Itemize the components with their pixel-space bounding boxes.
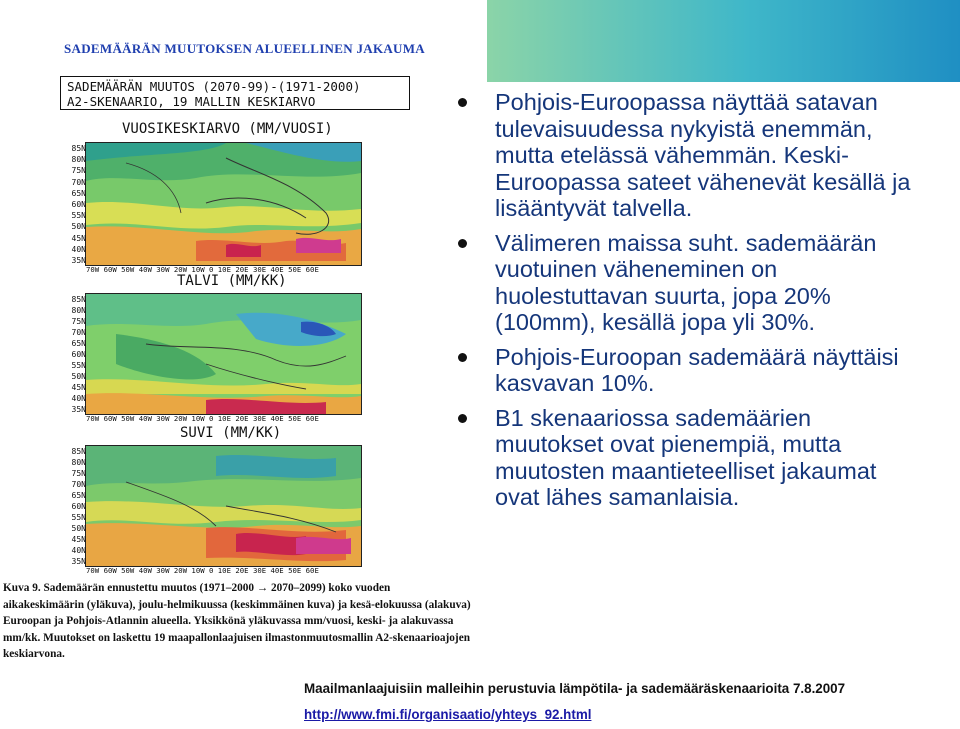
latitude-label: 40N (71, 546, 86, 555)
bullet-dot-icon (458, 98, 467, 107)
longitude-labels: 70W 60W 50W 40W 30W 20W 10W 0 10E 20E 30E 40E 50E 60E (86, 414, 319, 423)
bullet-item (455, 405, 925, 511)
header-accent-bar (487, 0, 960, 82)
latitude-label: 65N (71, 339, 86, 348)
latitude-label: 60N (71, 502, 86, 511)
precip-map-annual (85, 142, 362, 266)
latitude-label: 60N (71, 200, 86, 209)
latitude-label: 85N (71, 144, 86, 153)
latitude-label: 55N (71, 513, 86, 522)
footer-text: Maailmanlaajuisiin malleihin perustuvia lämpötila- ja sademääräskenaarioita 7.8.2007 (304, 681, 846, 696)
latitude-label: 80N (71, 458, 86, 467)
map-title-winter: TALVI (MM/KK) (177, 273, 287, 289)
figure-title: SADEMÄÄRÄN MUUTOKSEN ALUEELLINEN JAKAUMA (64, 41, 425, 56)
latitude-label: 50N (71, 524, 86, 533)
latitude-label: 45N (71, 233, 86, 243)
latitude-label: 85N (71, 295, 86, 304)
latitude-label: 80N (71, 306, 86, 315)
figure-header-line2: A2-SKENAARIO, 19 MALLIN KESKIARVO (67, 94, 316, 109)
latitude-label: 60N (71, 350, 86, 359)
precip-map-summer (85, 445, 362, 567)
bullet-dot-icon (458, 239, 467, 248)
latitude-label: 50N (71, 222, 86, 232)
latitude-label: 70N (71, 328, 86, 337)
latitude-label: 75N (71, 317, 86, 326)
bullet-list (455, 89, 925, 519)
figure-header-box (60, 76, 410, 110)
map-title-annual: VUOSIKESKIARVO (MM/VUOSI) (122, 121, 333, 137)
bullet-item (455, 230, 925, 336)
latitude-label: 35N (71, 405, 86, 414)
latitude-label: 40N (71, 244, 86, 254)
bullet-text: Pohjois-Euroopan sademäärä näyttäisi kasvavan 10%. (495, 343, 899, 396)
latitude-label: 65N (71, 491, 86, 500)
bullet-dot-icon (458, 353, 467, 362)
precip-map-winter (85, 293, 362, 415)
latitude-label: 45N (71, 383, 86, 392)
latitude-label: 50N (71, 372, 86, 381)
latitude-label: 85N (71, 447, 86, 456)
latitude-label: 55N (71, 361, 86, 370)
bullet-text: B1 skenaariossa sademäärien muutokset ovat pienempiä, mutta muutosten maantieteelliset jakaumat ovat lähes samanlaisia. (495, 404, 877, 510)
bullet-item (455, 89, 925, 222)
figure-caption: Kuva 9. Sademäärän ennustettu muutos (1971–2000 → 2070–2099) koko vuoden aikakeskimäärin (yläkuva), joulu-helmikuussa (keskimmäinen kuva) ja kesä-elokuussa (alakuva) Euroopan ja Pohjois-Atlannin alueella. Yksikkönä yläkuvassa mm/vuosi, keski- ja alakuvassa mm/kk. Muutokset on laskettu 19 maapallonlaajuisen ilmastonmuutosmallin A2-skenaarioajojen keskiarvona. (3, 582, 471, 660)
longitude-labels: 70W 60W 50W 40W 30W 20W 10W 0 10E 20E 30E 40E 50E 60E (86, 566, 319, 575)
latitude-label: 40N (71, 394, 86, 403)
latitude-label: 70N (71, 177, 86, 187)
bullet-dot-icon (458, 414, 467, 423)
latitude-label: 75N (71, 166, 86, 176)
bullet-text: Pohjois-Euroopassa näyttää satavan tulevaisuudessa nykyistä enemmän, mutta etelässä vähemmän. Keski-Euroopassa sateet vähenevät kesällä ja lisääntyvät talvella. (495, 89, 911, 221)
latitude-label: 65N (71, 188, 86, 198)
latitude-label: 80N (71, 155, 86, 165)
latitude-label: 45N (71, 535, 86, 544)
map-title-summer: SUVI (MM/KK) (180, 425, 282, 441)
latitude-label: 75N (71, 469, 86, 478)
latitude-label: 35N (71, 557, 86, 566)
latitude-label: 70N (71, 480, 86, 489)
footer-link[interactable]: http://www.fmi.fi/organisaatio/yhteys_92.html (304, 707, 592, 722)
longitude-labels: 70W 60W 50W 40W 30W 20W 10W 0 10E 20E 30E 40E 50E 60E (86, 265, 319, 274)
bullet-item (455, 344, 925, 397)
latitude-label: 35N (71, 256, 86, 265)
latitude-label: 55N (71, 211, 86, 221)
bullet-text: Välimeren maissa suht. sademäärän vuotuinen väheneminen on huolestuttavan suurta, jopa 20% (100mm), kesällä jopa yli 30%. (495, 229, 877, 335)
figure-header-line1: SADEMÄÄRÄN MUUTOS (2070-99)-(1971-2000) (67, 79, 361, 94)
